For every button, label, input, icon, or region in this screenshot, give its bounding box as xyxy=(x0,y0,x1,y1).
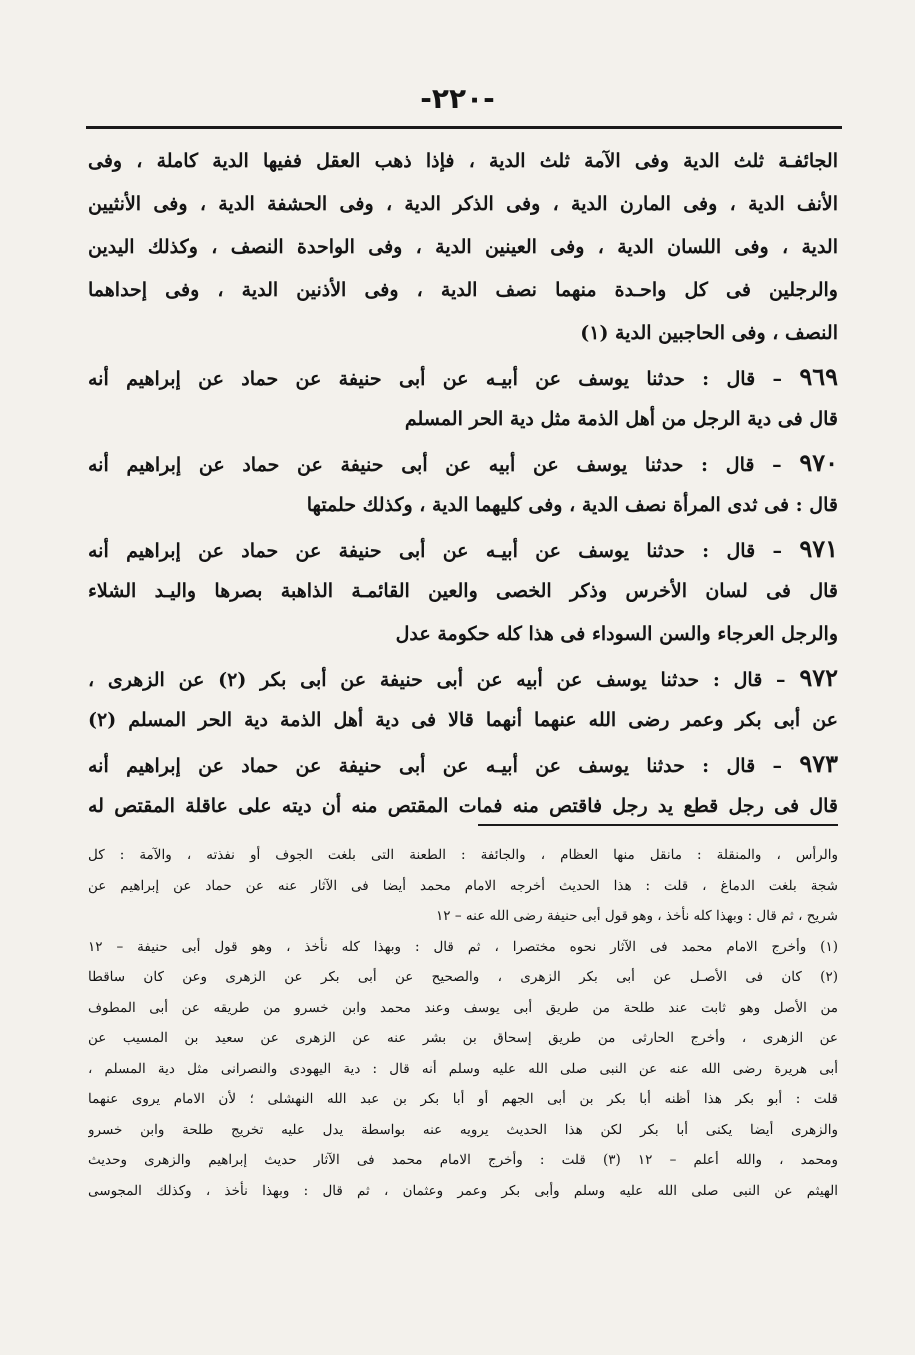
footnote-line: (١) وأخرج الامام محمد فى الآثار نحوه مختصرا ، ثم قال : وبهذا كله نأخذ ، وهو قول أبى حنيفة – ١٢ xyxy=(88,938,838,955)
hadith-text: – قال : حدثنا يوسف عن أبيـه عن أبى حنيفة عن حماد عن إبراهيم أنه xyxy=(88,368,782,390)
hadith-971-line xyxy=(88,527,838,570)
footnote-line: شجة بلغت الدماغ ، قلت : هذا الحديث أخرجه الامام محمد أيضا فى الآثار عنه عن حماد عن إبراهيم عن xyxy=(88,877,838,894)
hadith-969-line: قال فى دية الرجل من أهل الذمة مثل دية الحر المسلم xyxy=(404,408,838,430)
footnotes xyxy=(88,840,838,1206)
hadith-text: – قال : حدثنا يوسف عن أبيه عن أبى حنيفة عن أبى بكر (٢) عن الزهرى ، xyxy=(88,669,786,691)
hadith-970-line xyxy=(88,441,838,484)
footnote-line: (٢) كان فى الأصـل عن أبى بكر الزهرى ، والصحيح عن أبى بكر عن الزهرى وعن كان ساقطا xyxy=(88,969,838,985)
text-line: الدية ، وفى اللسان الدية ، وفى العينين الدية ، وفى الواحدة النصف ، وكذلك اليدين xyxy=(88,236,838,258)
hadith-text: – قال : حدثنا يوسف عن أبيـه عن أبى حنيفة عن حماد عن إبراهيم أنه xyxy=(88,755,782,777)
hadith-973-line: قال فى رجل قطع يد رجل فاقتص منه فمات المقتص منه أن ديته على عاقلة المقتص له xyxy=(88,795,838,817)
hadith-970-line: قال : فى ثدى المرأة نصف الدية ، وفى كليهما الدية ، وكذلك حلمتها xyxy=(306,494,838,516)
text-line: النصف ، وفى الحاجبين الدية (١) xyxy=(580,322,838,344)
hadith-number: ٩٧٠ xyxy=(799,448,838,477)
text-line: الأنف الدية ، وفى المارن الدية ، وفى الذكر الدية ، وفى الحشفة الدية ، وفى الأنثيين xyxy=(88,193,838,215)
footnote-line: قلت : أبو بكر هذا أظنه أبا بكر بن أبى الجهم أو أبا بكر بن عبد الله النهشلى ؛ لأن الامام يروى عنهما xyxy=(88,1091,838,1107)
page-number: -٢٢٠- xyxy=(420,82,495,115)
hadith-972-line: عن أبى بكر وعمر رضى الله عنهما أنهما قالا فى دية أهل الذمة دية الحر المسلم (٢) xyxy=(88,709,838,731)
hadith-text: – قال : حدثنا يوسف عن أبيه عن أبى حنيفة عن حماد عن إبراهيم أنه xyxy=(88,454,782,476)
hadith-number: ٩٧٣ xyxy=(799,749,838,778)
text-line: والرجلين فى كل واحـدة منهما نصف الدية ، وفى الأذنين الدية ، وفى إحداهما xyxy=(88,279,838,301)
text-line: الجائفـة ثلث الدية وفى الآمة ثلث الدية ، فإذا ذهب العقل ففيها الدية كاملة ، وفى xyxy=(88,150,838,172)
footnote-line: عن الزهرى ، وأخرج الحارثى من طريق إسحاق بن بشر عنه عن الزهرى عن سعيد بن المسيب عن xyxy=(88,1030,838,1046)
footnote-line: الهيثم عن النبى صلى الله عليه وسلم وأبى بكر وعمر وعثمان ، ثم قال : وبهذا نأخذ ، وكذلك المجوسى xyxy=(88,1182,838,1199)
footnote-line: والزهرى أيضا يكنى أبا بكر لكن هذا الحديث يرويه عنه بواسطة يدل عليه تخريج طلحة وابن خسرو xyxy=(88,1121,838,1138)
footnote-line: والرأس ، والمنقلة : مانقل منها العظام ، والجائفة : الطعنة التى بلغت الجوف أو نفذته ، والآمة : كل xyxy=(88,847,838,863)
hadith-973-line xyxy=(88,742,838,785)
main-text xyxy=(88,140,838,828)
footnote-line: ومحمد ، والله أعلم – ١٢ (٣) قلت : وأخرج الامام محمد فى الآثار حديث إبراهيم والزهرى وحديث xyxy=(88,1152,838,1168)
footnote-line: شريح ، ثم قال : وبهذا كله نأخذ ، وهو قول أبى حنيفة رضى الله عنه – ١٢ xyxy=(436,908,838,924)
hadith-number: ٩٧١ xyxy=(799,534,838,563)
footnote-rule xyxy=(478,824,838,826)
footnote-line: من الأصل وهو ثابت عند طلحة من طريق أبى يوسف وعند محمد وابن خسرو من طريقه عن أبى المطوف xyxy=(88,999,838,1016)
footnote-line: أبى هريرة رضى الله عنه عن النبى صلى الله عليه وسلم أنه قال : دية اليهودى والنصرانى مثل دية المسلم ، xyxy=(88,1060,838,1077)
header-rule xyxy=(86,126,842,129)
hadith-number: ٩٧٢ xyxy=(799,663,838,692)
hadith-972-line xyxy=(88,656,838,699)
hadith-969-line xyxy=(88,355,838,398)
hadith-number: ٩٦٩ xyxy=(799,362,838,391)
hadith-971-line: قال فى لسان الأخرس وذكر الخصى والعين القائمـة الذاهبة بصرها واليـد الشلاء xyxy=(88,580,838,602)
hadith-text: – قال : حدثنا يوسف عن أبيـه عن أبى حنيفة عن حماد عن إبراهيم أنه xyxy=(88,540,782,562)
hadith-971-line: والرجل العرجاء والسن السوداء فى هذا كله حكومة عدل xyxy=(395,623,838,645)
